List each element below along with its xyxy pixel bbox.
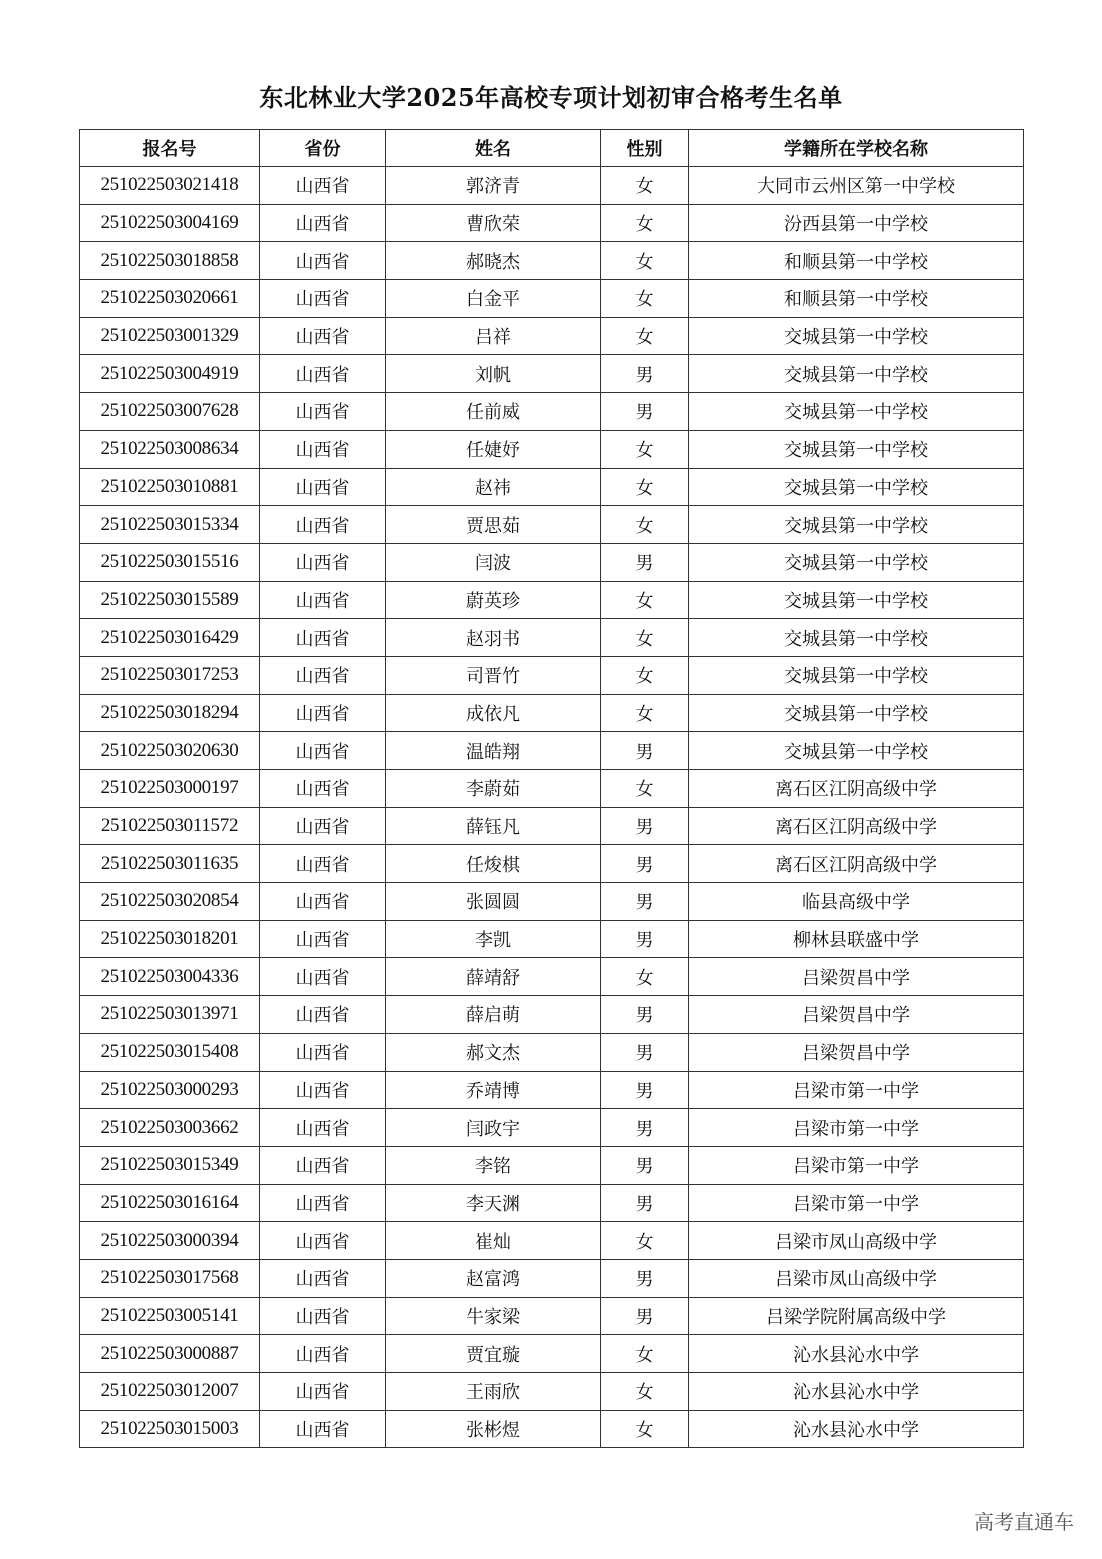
registration-number-cell: 251022503004336 [80,958,260,996]
province-cell: 山西省 [260,845,386,883]
registration-number-cell: 251022503018201 [80,920,260,958]
province-cell: 山西省 [260,1033,386,1071]
table-header-row [80,130,1024,167]
school-cell: 交城县第一中学校 [689,543,1024,581]
gender-cell: 男 [601,1146,689,1184]
watermark: 高考直通车 [974,1510,1074,1534]
name-cell: 赵祎 [386,468,601,506]
school-cell: 沁水县沁水中学 [689,1373,1024,1411]
table-row [80,1259,1024,1297]
name-cell: 刘帆 [386,355,601,393]
school-cell: 交城县第一中学校 [689,317,1024,355]
school-cell: 和顺县第一中学校 [689,280,1024,318]
candidate-table [79,129,1024,1448]
gender-cell: 女 [601,694,689,732]
registration-number-cell: 251022503011572 [80,807,260,845]
gender-cell: 男 [601,732,689,770]
header-province: 省份 [260,130,386,167]
table-row [80,317,1024,355]
name-cell: 曹欣荣 [386,204,601,242]
school-cell: 吕梁市第一中学 [689,1071,1024,1109]
school-cell: 离石区江阴高级中学 [689,770,1024,808]
table-row [80,845,1024,883]
table-row [80,996,1024,1034]
registration-number-cell: 251022503017253 [80,656,260,694]
school-cell: 吕梁市凤山高级中学 [689,1259,1024,1297]
name-cell: 任焌棋 [386,845,601,883]
registration-number-cell: 251022503015516 [80,543,260,581]
province-cell: 山西省 [260,619,386,657]
registration-number-cell: 251022503017568 [80,1259,260,1297]
table-row [80,167,1024,205]
gender-cell: 女 [601,619,689,657]
gender-cell: 男 [601,845,689,883]
header-school: 学籍所在学校名称 [689,130,1024,167]
table-row [80,1109,1024,1147]
name-cell: 司晋竹 [386,656,601,694]
name-cell: 李蔚茹 [386,770,601,808]
registration-number-cell: 251022503018858 [80,242,260,280]
page-title: 东北林业大学2025年高校专项计划初审合格考生名单 [259,83,843,112]
school-cell: 吕梁学院附属高级中学 [689,1297,1024,1335]
school-cell: 吕梁市凤山高级中学 [689,1222,1024,1260]
province-cell: 山西省 [260,317,386,355]
province-cell: 山西省 [260,430,386,468]
school-cell: 交城县第一中学校 [689,732,1024,770]
school-cell: 柳林县联盛中学 [689,920,1024,958]
province-cell: 山西省 [260,1335,386,1373]
table-row [80,1297,1024,1335]
school-cell: 沁水县沁水中学 [689,1410,1024,1448]
registration-number-cell: 251022503008634 [80,430,260,468]
gender-cell: 男 [601,393,689,431]
province-cell: 山西省 [260,242,386,280]
gender-cell: 女 [601,430,689,468]
province-cell: 山西省 [260,1373,386,1411]
school-cell: 吕梁市第一中学 [689,1184,1024,1222]
registration-number-cell: 251022503012007 [80,1373,260,1411]
table-body [80,167,1024,1448]
gender-cell: 男 [601,1071,689,1109]
name-cell: 张彬煜 [386,1410,601,1448]
name-cell: 李天渊 [386,1184,601,1222]
registration-number-cell: 251022503021418 [80,167,260,205]
gender-cell: 男 [601,1184,689,1222]
table-row [80,1146,1024,1184]
province-cell: 山西省 [260,1109,386,1147]
name-cell: 任前威 [386,393,601,431]
gender-cell: 女 [601,1410,689,1448]
gender-cell: 男 [601,883,689,921]
school-cell: 交城县第一中学校 [689,694,1024,732]
gender-cell: 男 [601,996,689,1034]
name-cell: 吕祥 [386,317,601,355]
gender-cell: 女 [601,1373,689,1411]
name-cell: 赵羽书 [386,619,601,657]
registration-number-cell: 251022503011635 [80,845,260,883]
table-row [80,430,1024,468]
name-cell: 李凯 [386,920,601,958]
school-cell: 离石区江阴高级中学 [689,845,1024,883]
table-row [80,393,1024,431]
school-cell: 交城县第一中学校 [689,656,1024,694]
province-cell: 山西省 [260,1184,386,1222]
name-cell: 乔靖博 [386,1071,601,1109]
school-cell: 离石区江阴高级中学 [689,807,1024,845]
name-cell: 蔚英珍 [386,581,601,619]
province-cell: 山西省 [260,167,386,205]
province-cell: 山西省 [260,393,386,431]
name-cell: 崔灿 [386,1222,601,1260]
table-row [80,280,1024,318]
name-cell: 薛钰凡 [386,807,601,845]
table-row [80,1410,1024,1448]
registration-number-cell: 251022503016164 [80,1184,260,1222]
registration-number-cell: 251022503010881 [80,468,260,506]
gender-cell: 女 [601,958,689,996]
table-row [80,958,1024,996]
table-row [80,807,1024,845]
registration-number-cell: 251022503005141 [80,1297,260,1335]
gender-cell: 男 [601,1297,689,1335]
table-row [80,506,1024,544]
province-cell: 山西省 [260,506,386,544]
table-row [80,468,1024,506]
table-row [80,1184,1024,1222]
gender-cell: 女 [601,280,689,318]
table-row [80,883,1024,921]
table-row [80,770,1024,808]
table-row [80,920,1024,958]
gender-cell: 女 [601,1335,689,1373]
province-cell: 山西省 [260,656,386,694]
gender-cell: 男 [601,1109,689,1147]
province-cell: 山西省 [260,807,386,845]
gender-cell: 女 [601,317,689,355]
gender-cell: 男 [601,543,689,581]
gender-cell: 男 [601,1033,689,1071]
table-row [80,694,1024,732]
table-row [80,1071,1024,1109]
table-row [80,204,1024,242]
school-cell: 交城县第一中学校 [689,506,1024,544]
name-cell: 温皓翔 [386,732,601,770]
school-cell: 吕梁贺昌中学 [689,1033,1024,1071]
gender-cell: 女 [601,506,689,544]
registration-number-cell: 251022503003662 [80,1109,260,1147]
school-cell: 沁水县沁水中学 [689,1335,1024,1373]
province-cell: 山西省 [260,770,386,808]
province-cell: 山西省 [260,355,386,393]
province-cell: 山西省 [260,1410,386,1448]
province-cell: 山西省 [260,996,386,1034]
school-cell: 交城县第一中学校 [689,393,1024,431]
registration-number-cell: 251022503000293 [80,1071,260,1109]
school-cell: 吕梁市第一中学 [689,1146,1024,1184]
province-cell: 山西省 [260,1222,386,1260]
gender-cell: 男 [601,807,689,845]
table-row [80,1335,1024,1373]
school-cell: 交城县第一中学校 [689,619,1024,657]
table-row [80,1373,1024,1411]
gender-cell: 女 [601,468,689,506]
province-cell: 山西省 [260,1071,386,1109]
school-cell: 吕梁市第一中学 [689,1109,1024,1147]
name-cell: 贾思茹 [386,506,601,544]
province-cell: 山西省 [260,732,386,770]
gender-cell: 男 [601,1259,689,1297]
province-cell: 山西省 [260,1146,386,1184]
gender-cell: 男 [601,920,689,958]
school-cell: 吕梁贺昌中学 [689,996,1024,1034]
registration-number-cell: 251022503000197 [80,770,260,808]
table-row [80,242,1024,280]
name-cell: 贾宜璇 [386,1335,601,1373]
province-cell: 山西省 [260,1297,386,1335]
table-row [80,1033,1024,1071]
gender-cell: 男 [601,355,689,393]
school-cell: 交城县第一中学校 [689,581,1024,619]
registration-number-cell: 251022503000394 [80,1222,260,1260]
name-cell: 张圆圆 [386,883,601,921]
province-cell: 山西省 [260,920,386,958]
name-cell: 任婕妤 [386,430,601,468]
registration-number-cell: 251022503020854 [80,883,260,921]
table-row [80,1222,1024,1260]
province-cell: 山西省 [260,543,386,581]
registration-number-cell: 251022503015003 [80,1410,260,1448]
table-row [80,619,1024,657]
province-cell: 山西省 [260,958,386,996]
school-cell: 和顺县第一中学校 [689,242,1024,280]
registration-number-cell: 251022503007628 [80,393,260,431]
school-cell: 交城县第一中学校 [689,430,1024,468]
registration-number-cell: 251022503004169 [80,204,260,242]
registration-number-cell: 251022503000887 [80,1335,260,1373]
school-cell: 汾西县第一中学校 [689,204,1024,242]
name-cell: 闫政宇 [386,1109,601,1147]
table-row [80,656,1024,694]
name-cell: 白金平 [386,280,601,318]
gender-cell: 女 [601,167,689,205]
school-cell: 交城县第一中学校 [689,468,1024,506]
name-cell: 薛启萌 [386,996,601,1034]
header-name: 姓名 [386,130,601,167]
table-row [80,543,1024,581]
name-cell: 郭济青 [386,167,601,205]
name-cell: 闫波 [386,543,601,581]
school-cell: 吕梁贺昌中学 [689,958,1024,996]
name-cell: 李铭 [386,1146,601,1184]
name-cell: 王雨欣 [386,1373,601,1411]
header-registration-number: 报名号 [80,130,260,167]
registration-number-cell: 251022503015589 [80,581,260,619]
school-cell: 临县高级中学 [689,883,1024,921]
province-cell: 山西省 [260,883,386,921]
registration-number-cell: 251022503016429 [80,619,260,657]
table-row [80,732,1024,770]
registration-number-cell: 251022503020630 [80,732,260,770]
province-cell: 山西省 [260,468,386,506]
province-cell: 山西省 [260,1259,386,1297]
registration-number-cell: 251022503018294 [80,694,260,732]
registration-number-cell: 251022503013971 [80,996,260,1034]
table-row [80,355,1024,393]
province-cell: 山西省 [260,280,386,318]
school-cell: 大同市云州区第一中学校 [689,167,1024,205]
gender-cell: 女 [601,204,689,242]
registration-number-cell: 251022503015334 [80,506,260,544]
name-cell: 赵富鸿 [386,1259,601,1297]
name-cell: 牛家梁 [386,1297,601,1335]
gender-cell: 女 [601,1222,689,1260]
registration-number-cell: 251022503001329 [80,317,260,355]
gender-cell: 女 [601,770,689,808]
registration-number-cell: 251022503015408 [80,1033,260,1071]
header-gender: 性别 [601,130,689,167]
gender-cell: 女 [601,242,689,280]
name-cell: 成依凡 [386,694,601,732]
gender-cell: 女 [601,656,689,694]
gender-cell: 女 [601,581,689,619]
province-cell: 山西省 [260,581,386,619]
school-cell: 交城县第一中学校 [689,355,1024,393]
registration-number-cell: 251022503020661 [80,280,260,318]
registration-number-cell: 251022503015349 [80,1146,260,1184]
table-row [80,581,1024,619]
province-cell: 山西省 [260,204,386,242]
name-cell: 薛靖舒 [386,958,601,996]
name-cell: 郝晓杰 [386,242,601,280]
province-cell: 山西省 [260,694,386,732]
registration-number-cell: 251022503004919 [80,355,260,393]
name-cell: 郝文杰 [386,1033,601,1071]
